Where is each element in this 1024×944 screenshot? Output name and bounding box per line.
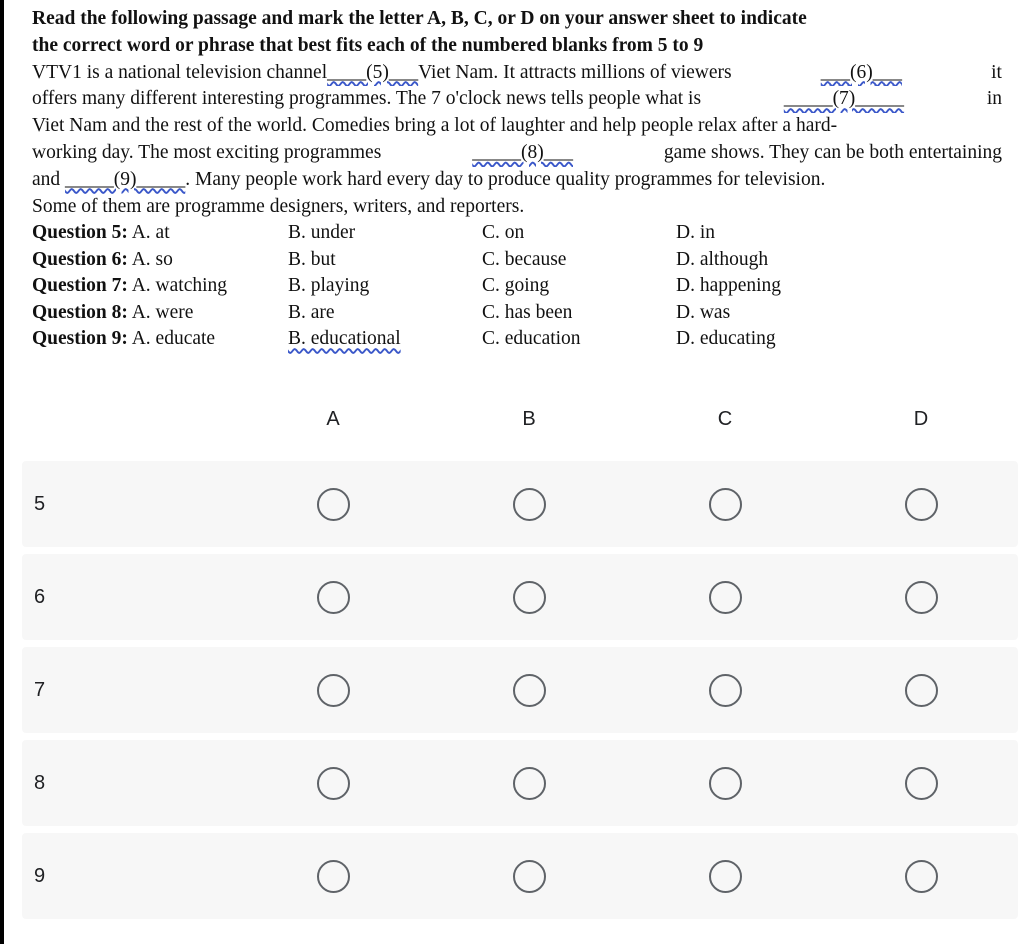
radio-9-a[interactable] bbox=[317, 860, 350, 893]
radio-7-b[interactable] bbox=[513, 674, 546, 707]
grid-header bbox=[22, 400, 1018, 440]
row-label: 6 bbox=[34, 586, 46, 608]
column-header-d: D bbox=[913, 408, 929, 430]
question-option-b: B. educational bbox=[288, 328, 401, 350]
passage-line-2 bbox=[32, 86, 1002, 113]
radio-6-b[interactable] bbox=[513, 581, 546, 614]
question-option-d: D. in bbox=[676, 222, 715, 244]
passage-line-4 bbox=[32, 140, 1002, 167]
blank-7: _____(7)_____ bbox=[783, 88, 905, 110]
radio-8-d[interactable] bbox=[905, 767, 938, 800]
question-option-d: D. was bbox=[676, 301, 731, 323]
grid-row-8 bbox=[22, 740, 1018, 826]
question-option-d: D. educating bbox=[676, 328, 776, 350]
answer-grid bbox=[22, 400, 1018, 926]
radio-6-c[interactable] bbox=[709, 581, 742, 614]
blank-9: _____(9)_____ bbox=[65, 168, 186, 190]
passage-line-5 bbox=[32, 167, 1002, 194]
radio-5-b[interactable] bbox=[513, 488, 546, 521]
passage-text: . Many people work hard every day to produce quality programmes for television. bbox=[185, 168, 826, 190]
blank-8: _____(8)___ bbox=[472, 141, 573, 163]
column-header-c: C bbox=[717, 408, 733, 430]
question-option-d: D. although bbox=[676, 248, 769, 270]
grid-row-5 bbox=[22, 461, 1018, 547]
question-option-b: B. but bbox=[288, 248, 336, 270]
radio-5-a[interactable] bbox=[317, 488, 350, 521]
instruction-line-2: the correct word or phrase that best fits each of the numbered blanks from 5 to 9 bbox=[32, 34, 704, 56]
passage-block bbox=[32, 6, 1002, 353]
radio-8-b[interactable] bbox=[513, 767, 546, 800]
form-page bbox=[4, 0, 1024, 944]
row-label: 5 bbox=[34, 493, 46, 515]
question-option-b: B. under bbox=[288, 222, 356, 244]
passage-line-6: Some of them are programme designers, writers, and reporters. bbox=[32, 195, 525, 217]
radio-7-c[interactable] bbox=[709, 674, 742, 707]
question-row-6 bbox=[32, 247, 1002, 274]
instruction-line-1: Read the following passage and mark the letter A, B, C, or D on your answer sheet to indicate bbox=[32, 8, 807, 29]
passage-line-1 bbox=[32, 60, 1002, 87]
blank-5: ____(5)___ bbox=[327, 61, 419, 83]
question-option-a: Question 5: A. at bbox=[32, 222, 170, 244]
question-row-7 bbox=[32, 273, 1002, 300]
question-option-c: C. on bbox=[482, 222, 525, 244]
radio-7-a[interactable] bbox=[317, 674, 350, 707]
radio-9-d[interactable] bbox=[905, 860, 938, 893]
blank-6: ___(6)___ bbox=[820, 61, 902, 83]
question-option-d: D. happening bbox=[676, 275, 782, 297]
column-header-b: B bbox=[522, 408, 536, 430]
passage-line-3: Viet Nam and the rest of the world. Comedies bring a lot of laughter and help people relax after a hard- bbox=[32, 115, 838, 137]
question-option-c: C. education bbox=[482, 328, 581, 350]
question-option-a: Question 6: A. so bbox=[32, 248, 173, 270]
row-label: 8 bbox=[34, 772, 46, 794]
passage-text: it bbox=[991, 61, 1002, 83]
radio-7-d[interactable] bbox=[905, 674, 938, 707]
radio-6-a[interactable] bbox=[317, 581, 350, 614]
radio-5-d[interactable] bbox=[905, 488, 938, 521]
question-row-9 bbox=[32, 326, 1002, 353]
row-label: 9 bbox=[34, 865, 46, 887]
radio-8-a[interactable] bbox=[317, 767, 350, 800]
passage-text: game shows. They can be both entertaining bbox=[663, 141, 1002, 163]
question-option-a: Question 9: A. educate bbox=[32, 328, 216, 350]
radio-9-b[interactable] bbox=[513, 860, 546, 893]
grid-row-7 bbox=[22, 647, 1018, 733]
question-option-c: C. going bbox=[482, 275, 550, 297]
radio-5-c[interactable] bbox=[709, 488, 742, 521]
passage-text: in bbox=[986, 88, 1002, 110]
passage-text: working day. The most exciting programmes bbox=[32, 141, 382, 163]
question-list bbox=[32, 220, 1002, 353]
passage-text bbox=[821, 60, 902, 87]
radio-9-c[interactable] bbox=[709, 860, 742, 893]
radio-8-c[interactable] bbox=[709, 767, 742, 800]
question-option-c: C. because bbox=[482, 248, 567, 270]
grid-row-9 bbox=[22, 833, 1018, 919]
question-option-c: C. has been bbox=[482, 301, 573, 323]
passage-text: offers many different interesting programmes. The 7 o'clock news tells people what is bbox=[32, 88, 702, 110]
column-header-a: A bbox=[326, 408, 340, 430]
passage-text: and bbox=[32, 168, 61, 190]
question-option-b: B. playing bbox=[288, 275, 370, 297]
row-label: 7 bbox=[34, 679, 46, 701]
question-row-5 bbox=[32, 220, 1002, 247]
question-option-b: B. are bbox=[288, 301, 335, 323]
question-row-8 bbox=[32, 300, 1002, 327]
question-option-a: Question 8: A. were bbox=[32, 301, 194, 323]
question-option-a: Question 7: A. watching bbox=[32, 275, 228, 297]
radio-6-d[interactable] bbox=[905, 581, 938, 614]
passage-text: VTV1 is a national television channel____(5)___Viet Nam. It attracts millions of viewers bbox=[32, 61, 732, 83]
grid-row-6 bbox=[22, 554, 1018, 640]
